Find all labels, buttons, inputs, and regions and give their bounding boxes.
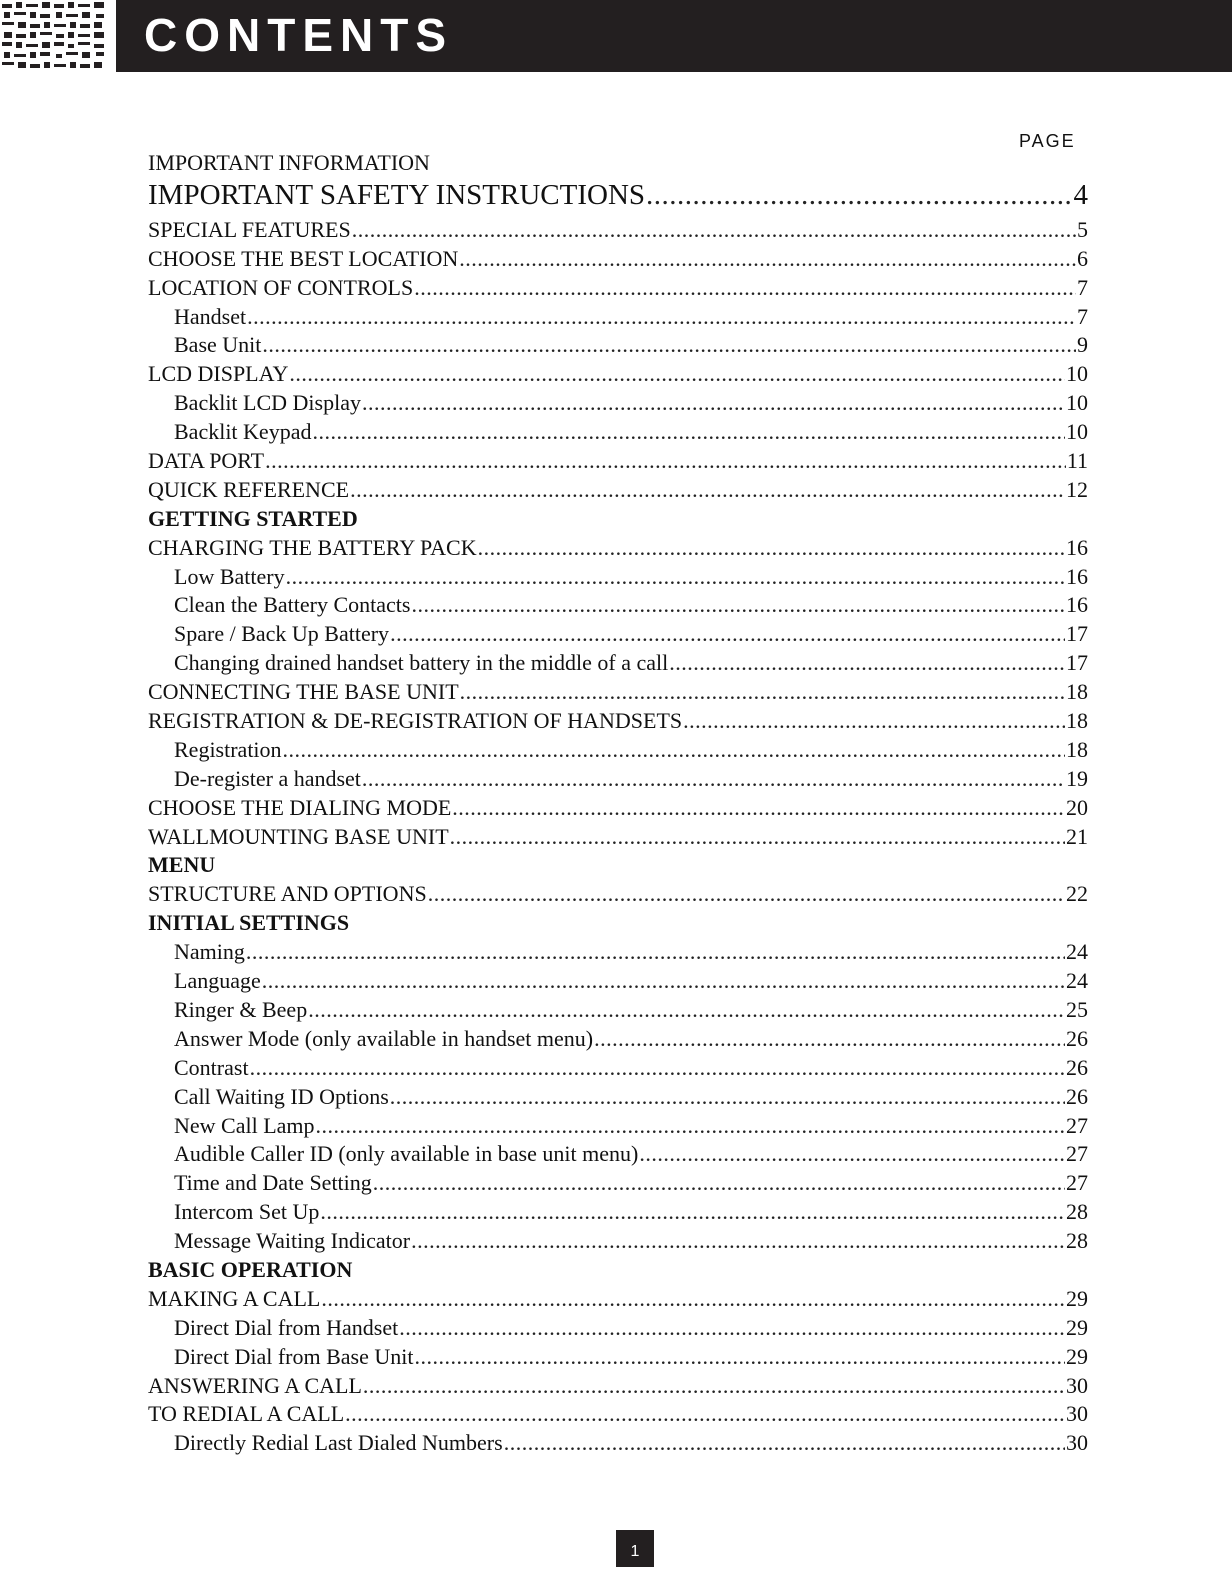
toc-entry-page: 30 — [1066, 1372, 1088, 1398]
toc-entry-page: 17 — [1066, 650, 1088, 676]
toc-entry-title: Message Waiting Indicator — [174, 1228, 411, 1254]
toc-entry-title: MAKING A CALL — [148, 1285, 321, 1311]
toc-entry-title: CHOOSE THE BEST LOCATION — [148, 245, 459, 271]
dot-leader — [373, 1170, 1065, 1196]
toc-sub-entry[interactable] — [148, 621, 1088, 650]
toc-sub-entry[interactable] — [148, 1084, 1088, 1113]
toc-entry-page: 24 — [1066, 939, 1088, 965]
dot-leader — [262, 968, 1065, 994]
dot-leader — [321, 1286, 1065, 1312]
toc-entry-title: Call Waiting ID Options — [174, 1083, 389, 1109]
dot-leader — [415, 1344, 1066, 1370]
toc-entry-title: WALLMOUNTING BASE UNIT — [148, 823, 449, 849]
toc-entry-page: 16 — [1066, 534, 1088, 560]
toc-entry-page: 7 — [1077, 303, 1088, 329]
toc-entry-title: Handset — [174, 303, 247, 329]
toc-sub-entry[interactable] — [148, 1055, 1088, 1084]
toc-entry-title: Backlit LCD Display — [174, 390, 361, 416]
toc-entry-title: ANSWERING A CALL — [148, 1372, 362, 1398]
dot-leader — [646, 179, 1072, 212]
toc-entry-page: 18 — [1066, 736, 1088, 762]
toc-entry-title: Clean the Battery Contacts — [174, 592, 411, 618]
dot-leader — [504, 1430, 1065, 1456]
toc-entry-title: CONNECTING THE BASE UNIT — [148, 679, 459, 705]
toc-entry-title: MENU — [148, 852, 216, 878]
toc-entry-title: Direct Dial from Base Unit — [174, 1343, 414, 1369]
toc-entry-page: 28 — [1066, 1228, 1088, 1254]
dot-leader — [262, 332, 1076, 358]
toc-entry-page: 16 — [1066, 592, 1088, 618]
toc-entry-page: 29 — [1066, 1343, 1088, 1369]
toc-entry-page: 10 — [1066, 390, 1088, 416]
toc-sub-entry[interactable] — [148, 968, 1088, 997]
toc-entry-page: 22 — [1066, 881, 1088, 907]
toc-entry-title: LOCATION OF CONTROLS — [148, 274, 414, 300]
toc-section-heading — [148, 852, 1088, 881]
toc-entry[interactable] — [148, 361, 1088, 390]
toc-sub-entry[interactable] — [148, 650, 1088, 679]
dot-leader — [594, 1026, 1065, 1052]
toc-entry-page: 29 — [1066, 1285, 1088, 1311]
toc-entry-title: STRUCTURE AND OPTIONS — [148, 881, 427, 907]
dot-leader — [352, 217, 1076, 243]
toc-entry-page: 27 — [1066, 1141, 1088, 1167]
toc-entry-title: Intercom Set Up — [174, 1199, 320, 1225]
toc-entry-page: 26 — [1066, 1025, 1088, 1051]
toc-entry-page: 10 — [1066, 361, 1088, 387]
dot-leader — [286, 564, 1065, 590]
toc-entry-page: 20 — [1066, 794, 1088, 820]
toc-entry[interactable] — [148, 795, 1088, 824]
toc-sub-entry[interactable] — [148, 1170, 1088, 1199]
toc-entry-page: 29 — [1066, 1314, 1088, 1340]
toc-entry-page: 9 — [1077, 332, 1088, 358]
page-column-label: PAGE — [1019, 131, 1076, 151]
toc-entry-page: 30 — [1066, 1401, 1088, 1427]
toc-entry-title: Time and Date Setting — [174, 1170, 372, 1196]
toc-entry-page: 16 — [1066, 563, 1088, 589]
toc-entry-title: IMPORTANT INFORMATION — [148, 150, 430, 175]
toc-entry[interactable] — [148, 246, 1088, 275]
dot-leader — [460, 679, 1065, 705]
toc-sub-entry[interactable] — [148, 997, 1088, 1026]
toc-sub-entry[interactable] — [148, 1344, 1088, 1373]
toc-entry-title: IMPORTANT SAFETY INSTRUCTIONS — [148, 178, 646, 211]
toc-entry-page: 27 — [1066, 1170, 1088, 1196]
dot-leader — [320, 1199, 1065, 1225]
toc-entry-title: INITIAL SETTINGS — [148, 910, 350, 936]
toc-entry-page: 26 — [1066, 1083, 1088, 1109]
toc-entry-page: 30 — [1066, 1430, 1088, 1456]
toc-sub-entry[interactable] — [148, 304, 1088, 333]
dot-leader — [459, 246, 1076, 272]
toc-entry-title: De-register a handset — [174, 765, 361, 791]
toc-entry-title: SPECIAL FEATURES — [148, 216, 351, 242]
toc-section-heading — [148, 910, 1088, 939]
dot-leader — [452, 795, 1065, 821]
toc-entry[interactable] — [148, 1401, 1088, 1430]
toc-entry-title: DATA PORT — [148, 448, 265, 474]
toc-sub-entry[interactable] — [148, 390, 1088, 419]
toc-entry-title: Base Unit — [174, 332, 262, 358]
toc-entry[interactable] — [148, 824, 1088, 853]
toc-entry-page: 24 — [1066, 968, 1088, 994]
dot-leader — [478, 535, 1065, 561]
toc-entry-page: 12 — [1066, 476, 1088, 502]
dot-leader — [683, 708, 1065, 734]
dot-leader — [289, 361, 1065, 387]
toc-entry-title: Naming — [174, 939, 245, 965]
toc-sub-entry[interactable] — [148, 332, 1088, 361]
dot-leader — [250, 1055, 1065, 1081]
toc-sub-entry[interactable] — [148, 1113, 1088, 1142]
toc-entry-page: 10 — [1066, 419, 1088, 445]
toc-entry[interactable] — [148, 179, 1088, 217]
page-number: 1 — [616, 1530, 654, 1567]
toc-entry-title: Registration — [174, 736, 282, 762]
toc-entry-page: 18 — [1066, 708, 1088, 734]
toc-sub-entry[interactable] — [148, 419, 1088, 448]
toc-entry-title: Directly Redial Last Dialed Numbers — [174, 1430, 503, 1456]
dot-leader — [450, 824, 1065, 850]
toc-entry-page: 27 — [1066, 1112, 1088, 1138]
toc-entry-title: Changing drained handset battery in the middle of a call — [174, 650, 669, 676]
toc-entry-title: Audible Caller ID (only available in base unit menu) — [174, 1141, 639, 1167]
header-bar — [116, 0, 1232, 72]
dot-leader — [283, 737, 1065, 763]
toc-entry[interactable] — [148, 275, 1088, 304]
dot-leader — [363, 1373, 1065, 1399]
dot-leader — [345, 1401, 1065, 1427]
toc-entry-title: Ringer & Beep — [174, 996, 308, 1022]
dot-leader — [350, 477, 1065, 503]
toc-entry-title: BASIC OPERATION — [148, 1256, 353, 1282]
toc-entry-page: 4 — [1073, 178, 1088, 211]
toc-entry-page: 19 — [1066, 765, 1088, 791]
dot-leader — [362, 766, 1065, 792]
toc-sub-entry[interactable] — [148, 1228, 1088, 1257]
toc-entry-page: 7 — [1077, 274, 1088, 300]
toc-entry-title: New Call Lamp — [174, 1112, 315, 1138]
dot-leader — [411, 592, 1065, 618]
dot-leader — [316, 1113, 1065, 1139]
toc-section-heading — [148, 506, 1088, 535]
dot-leader — [308, 997, 1065, 1023]
dot-leader — [312, 419, 1065, 445]
toc-entry-title: CHARGING THE BATTERY PACK — [148, 534, 477, 560]
page-title: CONTENTS — [144, 9, 453, 61]
toc-sub-entry[interactable] — [148, 1430, 1088, 1459]
toc-entry[interactable] — [148, 881, 1088, 910]
dot-leader — [639, 1141, 1065, 1167]
toc-sub-entry[interactable] — [148, 939, 1088, 968]
toc-sub-entry[interactable] — [148, 1315, 1088, 1344]
toc-sub-entry[interactable] — [148, 1026, 1088, 1055]
toc-entry-page: 28 — [1066, 1199, 1088, 1225]
dot-leader — [669, 650, 1065, 676]
toc-entry[interactable] — [148, 1373, 1088, 1402]
dot-leader — [414, 275, 1076, 301]
toc-entry[interactable] — [148, 448, 1088, 477]
dot-leader — [390, 621, 1065, 647]
toc-sub-entry[interactable] — [148, 564, 1088, 593]
toc-entry[interactable] — [148, 217, 1088, 246]
dot-leader — [265, 448, 1066, 474]
toc-entry-title: Contrast — [174, 1054, 249, 1080]
toc-entry-page: 11 — [1066, 448, 1088, 474]
dot-leader — [246, 939, 1065, 965]
dot-leader — [411, 1228, 1065, 1254]
toc-entry-title: QUICK REFERENCE — [148, 476, 350, 502]
toc-entry-page: 21 — [1066, 823, 1088, 849]
toc-section-heading — [148, 150, 1088, 179]
toc-entry-page: 17 — [1066, 621, 1088, 647]
toc-entry-title: Language — [174, 968, 261, 994]
table-of-contents — [148, 150, 1088, 1459]
toc-entry-title: CHOOSE THE DIALING MODE — [148, 794, 452, 820]
toc-entry-title: Direct Dial from Handset — [174, 1314, 399, 1340]
toc-entry-title: LCD DISPLAY — [148, 361, 289, 387]
toc-entry[interactable] — [148, 708, 1088, 737]
toc-entry[interactable] — [148, 1286, 1088, 1315]
toc-entry-title: Low Battery — [174, 563, 285, 589]
brand-logo — [0, 0, 110, 74]
toc-sub-entry[interactable] — [148, 1199, 1088, 1228]
toc-entry-page: 6 — [1077, 245, 1088, 271]
toc-entry-title: Backlit Keypad — [174, 419, 312, 445]
toc-entry-title: Answer Mode (only available in handset menu) — [174, 1025, 594, 1051]
dot-leader — [428, 881, 1065, 907]
dot-leader — [362, 390, 1065, 416]
toc-section-heading — [148, 1257, 1088, 1286]
toc-entry-title: TO REDIAL A CALL — [148, 1401, 345, 1427]
toc-entry[interactable] — [148, 679, 1088, 708]
toc-entry-page: 18 — [1066, 679, 1088, 705]
toc-entry[interactable] — [148, 535, 1088, 564]
toc-sub-entry[interactable] — [148, 737, 1088, 766]
toc-entry-title: Spare / Back Up Battery — [174, 621, 390, 647]
toc-entry-page: 5 — [1077, 216, 1088, 242]
toc-entry-title: GETTING STARTED — [148, 505, 358, 531]
dot-leader — [390, 1084, 1065, 1110]
toc-sub-entry[interactable] — [148, 766, 1088, 795]
toc-sub-entry[interactable] — [148, 592, 1088, 621]
toc-sub-entry[interactable] — [148, 1141, 1088, 1170]
toc-entry[interactable] — [148, 477, 1088, 506]
toc-entry-title: REGISTRATION & DE-REGISTRATION OF HANDSETS — [148, 708, 683, 734]
dot-leader — [247, 304, 1076, 330]
toc-entry-page: 25 — [1066, 996, 1088, 1022]
dot-leader — [399, 1315, 1065, 1341]
toc-entry-page: 26 — [1066, 1054, 1088, 1080]
logo-pattern-icon — [0, 0, 110, 74]
